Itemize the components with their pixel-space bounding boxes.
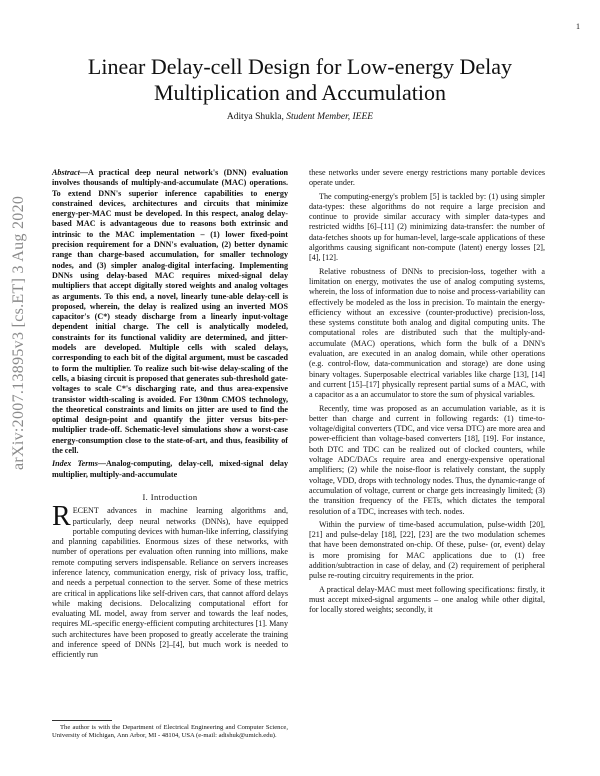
- index-terms: [52, 459, 288, 480]
- intro-text: ECENT advances in machine learning algorithms and, particularly, deep neural networks (DNNs), have equipped portable computing devices with human-like inferring, classifying and planning capabilities. Enormous sizes of these networks, with number of operations per evaluation often running into millions, make remote computing servers indispensable. Reliance on servers increases inference latency, communication energy, risk of privacy loss, traffic, and needs a perpetual connection to the server. Some of these metrics are critical in applications like self-driven cars, that cannot afford delays while making decisions. Delocalizing computational effort for evaluating ML model, away from server and towards the leaf nodes, requires ML-specific energy-efficient computing architectures [1]. Many such architectures have been proposed to greatly accelerate the training and inference speed of DNNs [2]–[4], but much work is needed to efficiently run: [52, 506, 288, 660]
- paper-title: Linear Delay-cell Design for Low-energy Delay Multiplication and Accumulation: [87, 54, 513, 105]
- drop-cap: R: [52, 501, 71, 533]
- body-paragraph: A practical delay-MAC must meet following specifications: firstly, it must accept mixed-signal arguments – one analog while other digital, for locally stored weights; secondly, it: [309, 584, 545, 615]
- footnote-rule: [52, 720, 112, 721]
- body-paragraph: these networks under severe energy restrictions many portable devices operate under.: [309, 168, 545, 188]
- intro-paragraph: [52, 501, 288, 660]
- body-paragraph: The computing-energy's problem [5] is tackled by: (1) using simpler data-types: these algorithms do not require a large precision and continue to provide similar accuracy with simpler data-types and restricted widths [6]–[11] (2) minimizing data-transfer: the number of data-fetches shoots up for human-level, large-scale applications of these algorithms causing significant non-compute (latent) energy losses [2], [4], [12].: [309, 191, 545, 263]
- arxiv-stamp: arXiv:2007.13895v3 [cs.ET] 3 Aug 2020: [10, 195, 27, 470]
- left-column: [52, 168, 288, 661]
- body-paragraph: Relative robustness of DNNs to precision-loss, together with a limitation on energy, motivates the use of analog computing systems, wherein, the loss of information due to noise and process-variability can effectively be modeled as the loss in precision. To maintain the energy-efficiency without an excessive (counter-productive) precision-loss, these systems constitute both analog and digital computing units. The computational roles are distributed such that the multiply-and-accumulate (MAC) operations, which form the bulk of a DNN's evaluation, are executed in an analog domain, while other operations (e.g. control-flow, data-communication and storage) are done using binary voltages. Superposable electrical variables like charge [13], [14] and current [15]–[17] physically represent partial sums of a MAC, with a capacitor as a an accumulator to store the sum of physical variables.: [309, 266, 545, 400]
- author-affiliation: Student Member, IEEE: [286, 112, 374, 122]
- author-name: Aditya Shukla,: [226, 112, 287, 122]
- section-heading: I. Introduction: [142, 491, 198, 502]
- body-paragraph: Recently, time was proposed as an accumulation variable, as it is better than charge and current in following regards: (1) time-to-voltage/digital converters (TDC, and vice versa DTC) are more area and power-efficient than voltage-based converters [18], [19]. For instance, both DTC and TDC can be realized out of clocked counters, while voltage ADC/DACs require area and energy-expensive operational amplifiers; (2) while the noise-floor is relatively constant, the supply voltage, VDD, drops with technology nodes. Thus, the dynamic-range of accumulation of voltage, current or charge gets increasingly limited; (3) the transition frequency of the FETs, which dictates the temporal resolution of a TDC, increases with tech. nodes.: [309, 403, 545, 516]
- index-terms-text: —Analog-computing, delay-cell, mixed-signal delay multiplier, multiply-and-accumulate: [52, 459, 289, 479]
- body-paragraph: Within the purview of time-based accumulation, pulse-width [20], [21] and pulse-delay [18], [22], [23] are the two modulation schemes that have been demonstrated on-chip. Of these, pulse- (or, event) delay is more promising for MAC applications due to (1) free addition/subtraction in case of delay, and (2) requirement of peripheral pulse re-routing circuitry requirements in the prior.: [309, 519, 545, 581]
- footnote: The author is with the Department of Electrical Engineering and Computer Science, University of Michigan, Ann Arbor, MI - 48104, USA (e-mail: adishuk@umich.edu).: [52, 724, 288, 740]
- abstract-label: Abstract: [52, 168, 80, 177]
- abstract: [52, 168, 288, 456]
- index-terms-label: Index Terms: [52, 459, 98, 469]
- abstract-text: —A practical deep neural network's (DNN) evaluation involves thousands of multiply-and-accumulate (MAC) operations. To extend DNN's superior inference capabilities to energy constrained devices, architectures and circuits that minimize energy-per-MAC must be developed. In this respect, analog delay-based MAC is advantageous due to reasons both extrinsic and intrinsic to the MAC implementation – (1) lower fixed-point precision requirement for a DNN's evaluation, (2) better dynamic range than charge-based accumulation, for smaller technology nodes, and (3) simpler analog-digital interfacing. Implementing DNNs using delay-based MAC requires mixed-signal delay multipliers that accept digitally stored weights and analog voltages as arguments. To this end, a novel, linearly tune-able delay-cell is proposed, wherein, the delay is realized using an inverted MOS capacitor's (C*) steady discharge from a linearly input-voltage dependent initial charge. The cell is analytically modeled, constraints for its functional validity are determined, and jitter-models are developed. Multiple cells with scaled delays, corresponding to each bit of the digital argument, must be cascaded to form the multiplier. To realize such bit-wise delay-scaling of the cells, a biasing circuit is proposed that generates sub-threshold gate-voltages to scale C*'s discharging rate, and thus area-expensive transistor width-scaling is avoided. For 130nm CMOS technology, the theoretical constraints and limits on jitter are used to find the optimal design-point and quantify the jitter versus bits-per-multiplier trade-off. Schematic-level simulations show a worst-case energy-consumption close to the state-of-art, and thus, feasibility of the cell.: [52, 168, 288, 456]
- right-column: [309, 168, 545, 615]
- author-line: [55, 112, 545, 122]
- page-number: 1: [576, 22, 580, 31]
